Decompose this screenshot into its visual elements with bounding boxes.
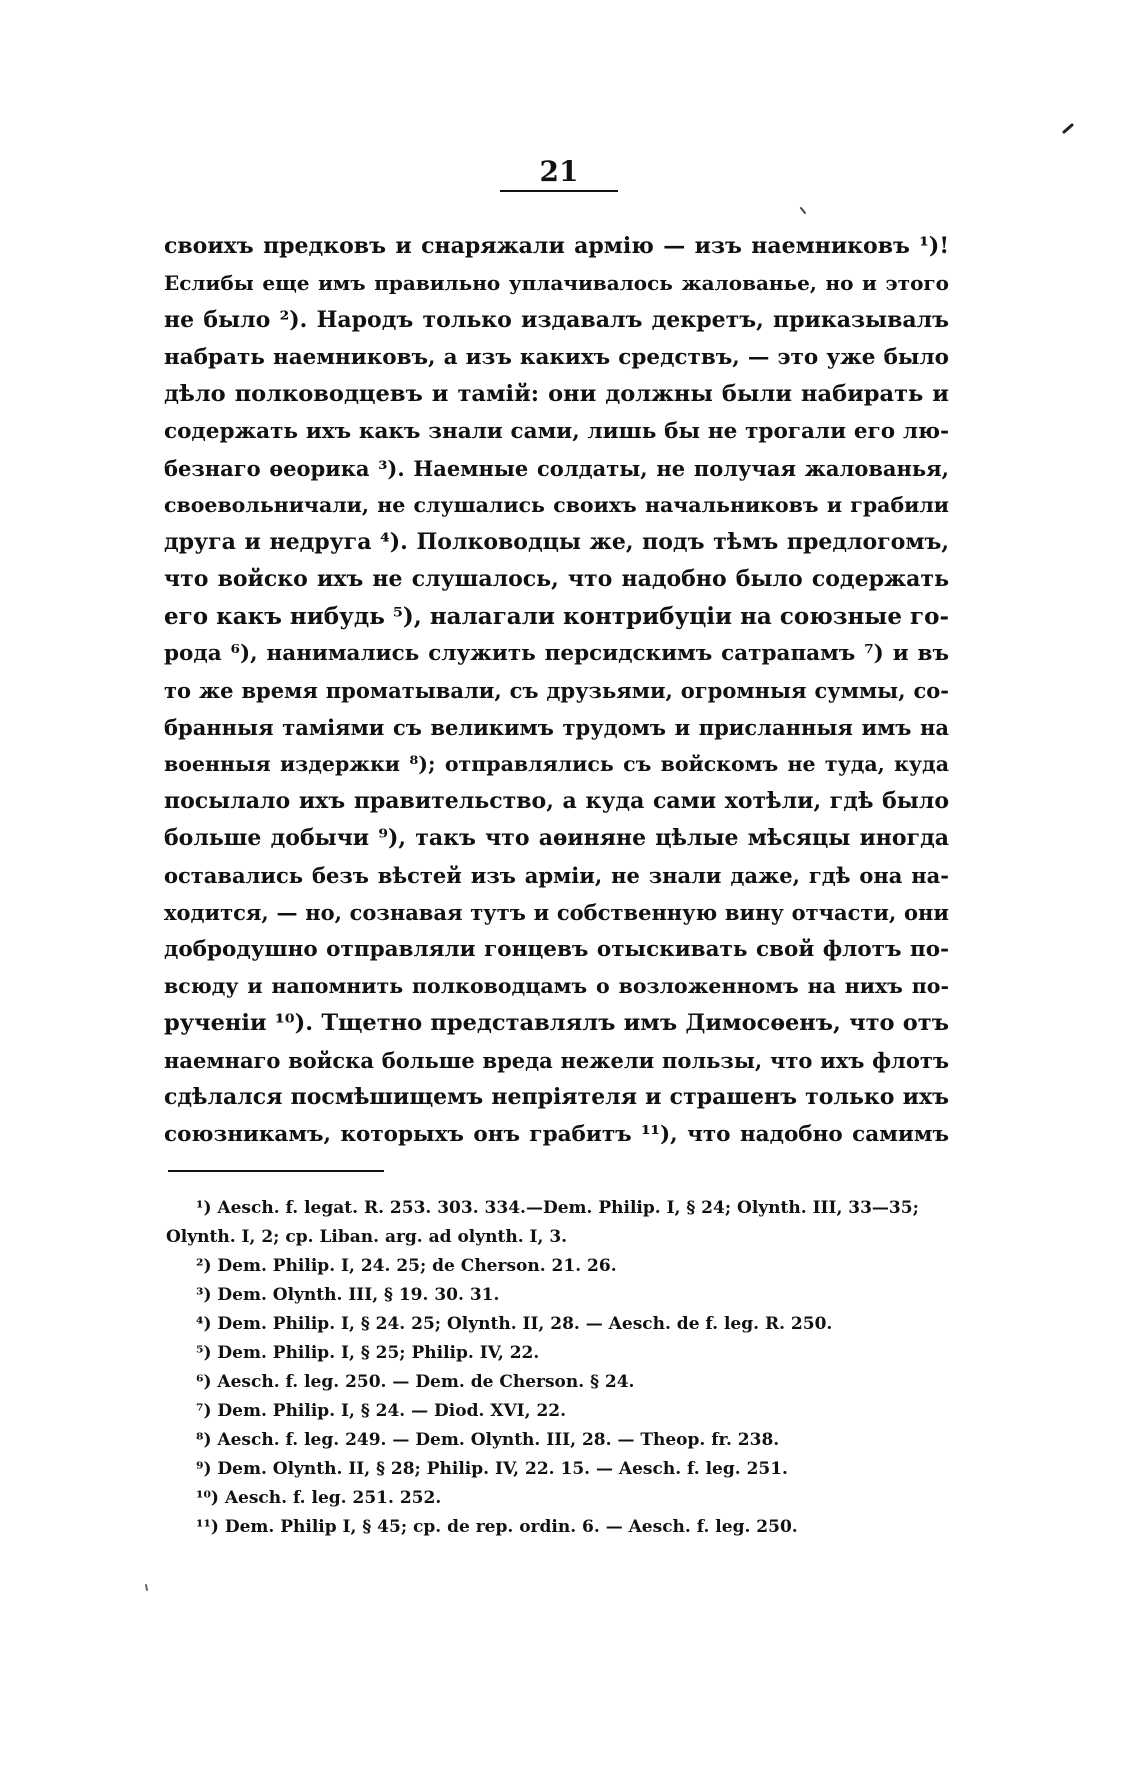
text-line: своихъ предковъ и снаряжали армію — изъ наемниковъ ¹)! (164, 233, 949, 259)
body-text (164, 228, 949, 1153)
text-line: всюду и напомнить полководцамъ о возложенномъ на нихъ по- (164, 974, 949, 998)
text-line: его какъ нибудь ⁵), налагали контрибуціи на союзные го- (164, 603, 949, 630)
footnote: ⁵) Dem. Philip. I, § 25; Philip. IV, 22. (196, 1343, 540, 1363)
text-line: содержать ихъ какъ знали сами, лишь бы не трогали его лю- (164, 419, 949, 444)
text-line: то же время проматывали, съ друзьями, огромныя суммы, со- (164, 678, 949, 703)
text-line: сдѣлался посмѣшищемъ непріятеля и страшенъ только ихъ (164, 1084, 949, 1110)
text-line: что войско ихъ не слушалось, что надобно было содержать (164, 566, 949, 592)
footnote: ⁷) Dem. Philip. I, § 24. — Diod. XVI, 22. (196, 1401, 567, 1421)
footnote: ²) Dem. Philip. I, 24. 25; de Cherson. 21. 26. (196, 1256, 617, 1276)
footnote: ¹⁰) Aesch. f. leg. 251. 252. (196, 1488, 442, 1508)
text-line: рученіи ¹⁰). Тщетно представлялъ имъ Димосѳенъ, что отъ (164, 1010, 949, 1036)
text-line: не было ²). Народъ только издавалъ декретъ, приказывалъ (164, 307, 949, 333)
footnote: ¹) Aesch. f. legat. R. 253. 303. 334.—Dem. Philip. I, § 24; Olynth. III, 33—35; (196, 1198, 919, 1218)
footnote: ⁹) Dem. Olynth. II, § 28; Philip. IV, 22. 15. — Aesch. f. leg. 251. (196, 1459, 788, 1479)
text-line: больше добычи ⁹), такъ что аѳиняне цѣлые мѣсяцы иногда (164, 825, 949, 851)
text-line: рода ⁶), нанимались служить персидскимъ сатрапамъ ⁷) и въ (164, 641, 949, 666)
footnote: ⁸) Aesch. f. leg. 249. — Dem. Olynth. III, 28. — Theop. fr. 238. (196, 1430, 780, 1450)
text-line: безнаго ѳеорика ³). Наемные солдаты, не получая жалованья, (164, 456, 949, 481)
text-line: союзникамъ, которыхъ онъ грабитъ ¹¹), что надобно самимъ (164, 1122, 949, 1147)
text-line: бранныя таміями съ великимъ трудомъ и присланныя имъ на (164, 715, 949, 740)
text-line: добродушно отправляли гонцевъ отыскивать свой флотъ по- (164, 937, 949, 962)
text-line: оставались безъ вѣстей изъ арміи, не знали даже, гдѣ она на- (164, 863, 949, 888)
text-line: Еслибы еще имъ правильно уплачивалось жалованье, но и этого (164, 271, 949, 295)
footnote: ⁶) Aesch. f. leg. 250. — Dem. de Cherson. § 24. (196, 1372, 635, 1392)
ink-speck (146, 1585, 147, 1590)
footnote: ¹¹) Dem. Philip I, § 45; cp. de rep. ordin. 6. — Aesch. f. leg. 250. (196, 1517, 798, 1537)
footnote-divider (168, 1170, 384, 1172)
text-line: ходится, — но, сознавая тутъ и собственную вину отчасти, они (164, 900, 949, 925)
text-line: своевольничали, не слушались своихъ начальниковъ и грабили (164, 493, 949, 517)
text-line: военныя издержки ⁸); отправлялись съ войскомъ не туда, куда (164, 752, 949, 776)
text-line: дѣло полководцевъ и тамій: они должны были набирать и (164, 381, 949, 407)
text-line: наемнаго войска больше вреда нежели пользы, что ихъ флотъ (164, 1048, 949, 1073)
footnote: ³) Dem. Olynth. III, § 19. 30. 31. (196, 1285, 500, 1305)
text-line: друга и недруга ⁴). Полководцы же, подъ тѣмъ предлогомъ, (164, 529, 949, 555)
page-number: 21 (500, 156, 618, 192)
text-line: набрать наемниковъ, а изъ какихъ средствъ, — это уже было (164, 345, 949, 370)
footnote: ⁴) Dem. Philip. I, § 24. 25; Olynth. II, 28. — Aesch. de f. leg. R. 250. (196, 1314, 833, 1334)
ink-speck (801, 208, 805, 213)
footnotes (166, 1194, 956, 1542)
ink-speck (1064, 125, 1072, 132)
footnote-continuation: Olynth. I, 2; cp. Liban. arg. ad olynth. I, 3. (166, 1227, 568, 1247)
text-line: посылало ихъ правительство, а куда сами хотѣли, гдѣ было (164, 788, 949, 814)
